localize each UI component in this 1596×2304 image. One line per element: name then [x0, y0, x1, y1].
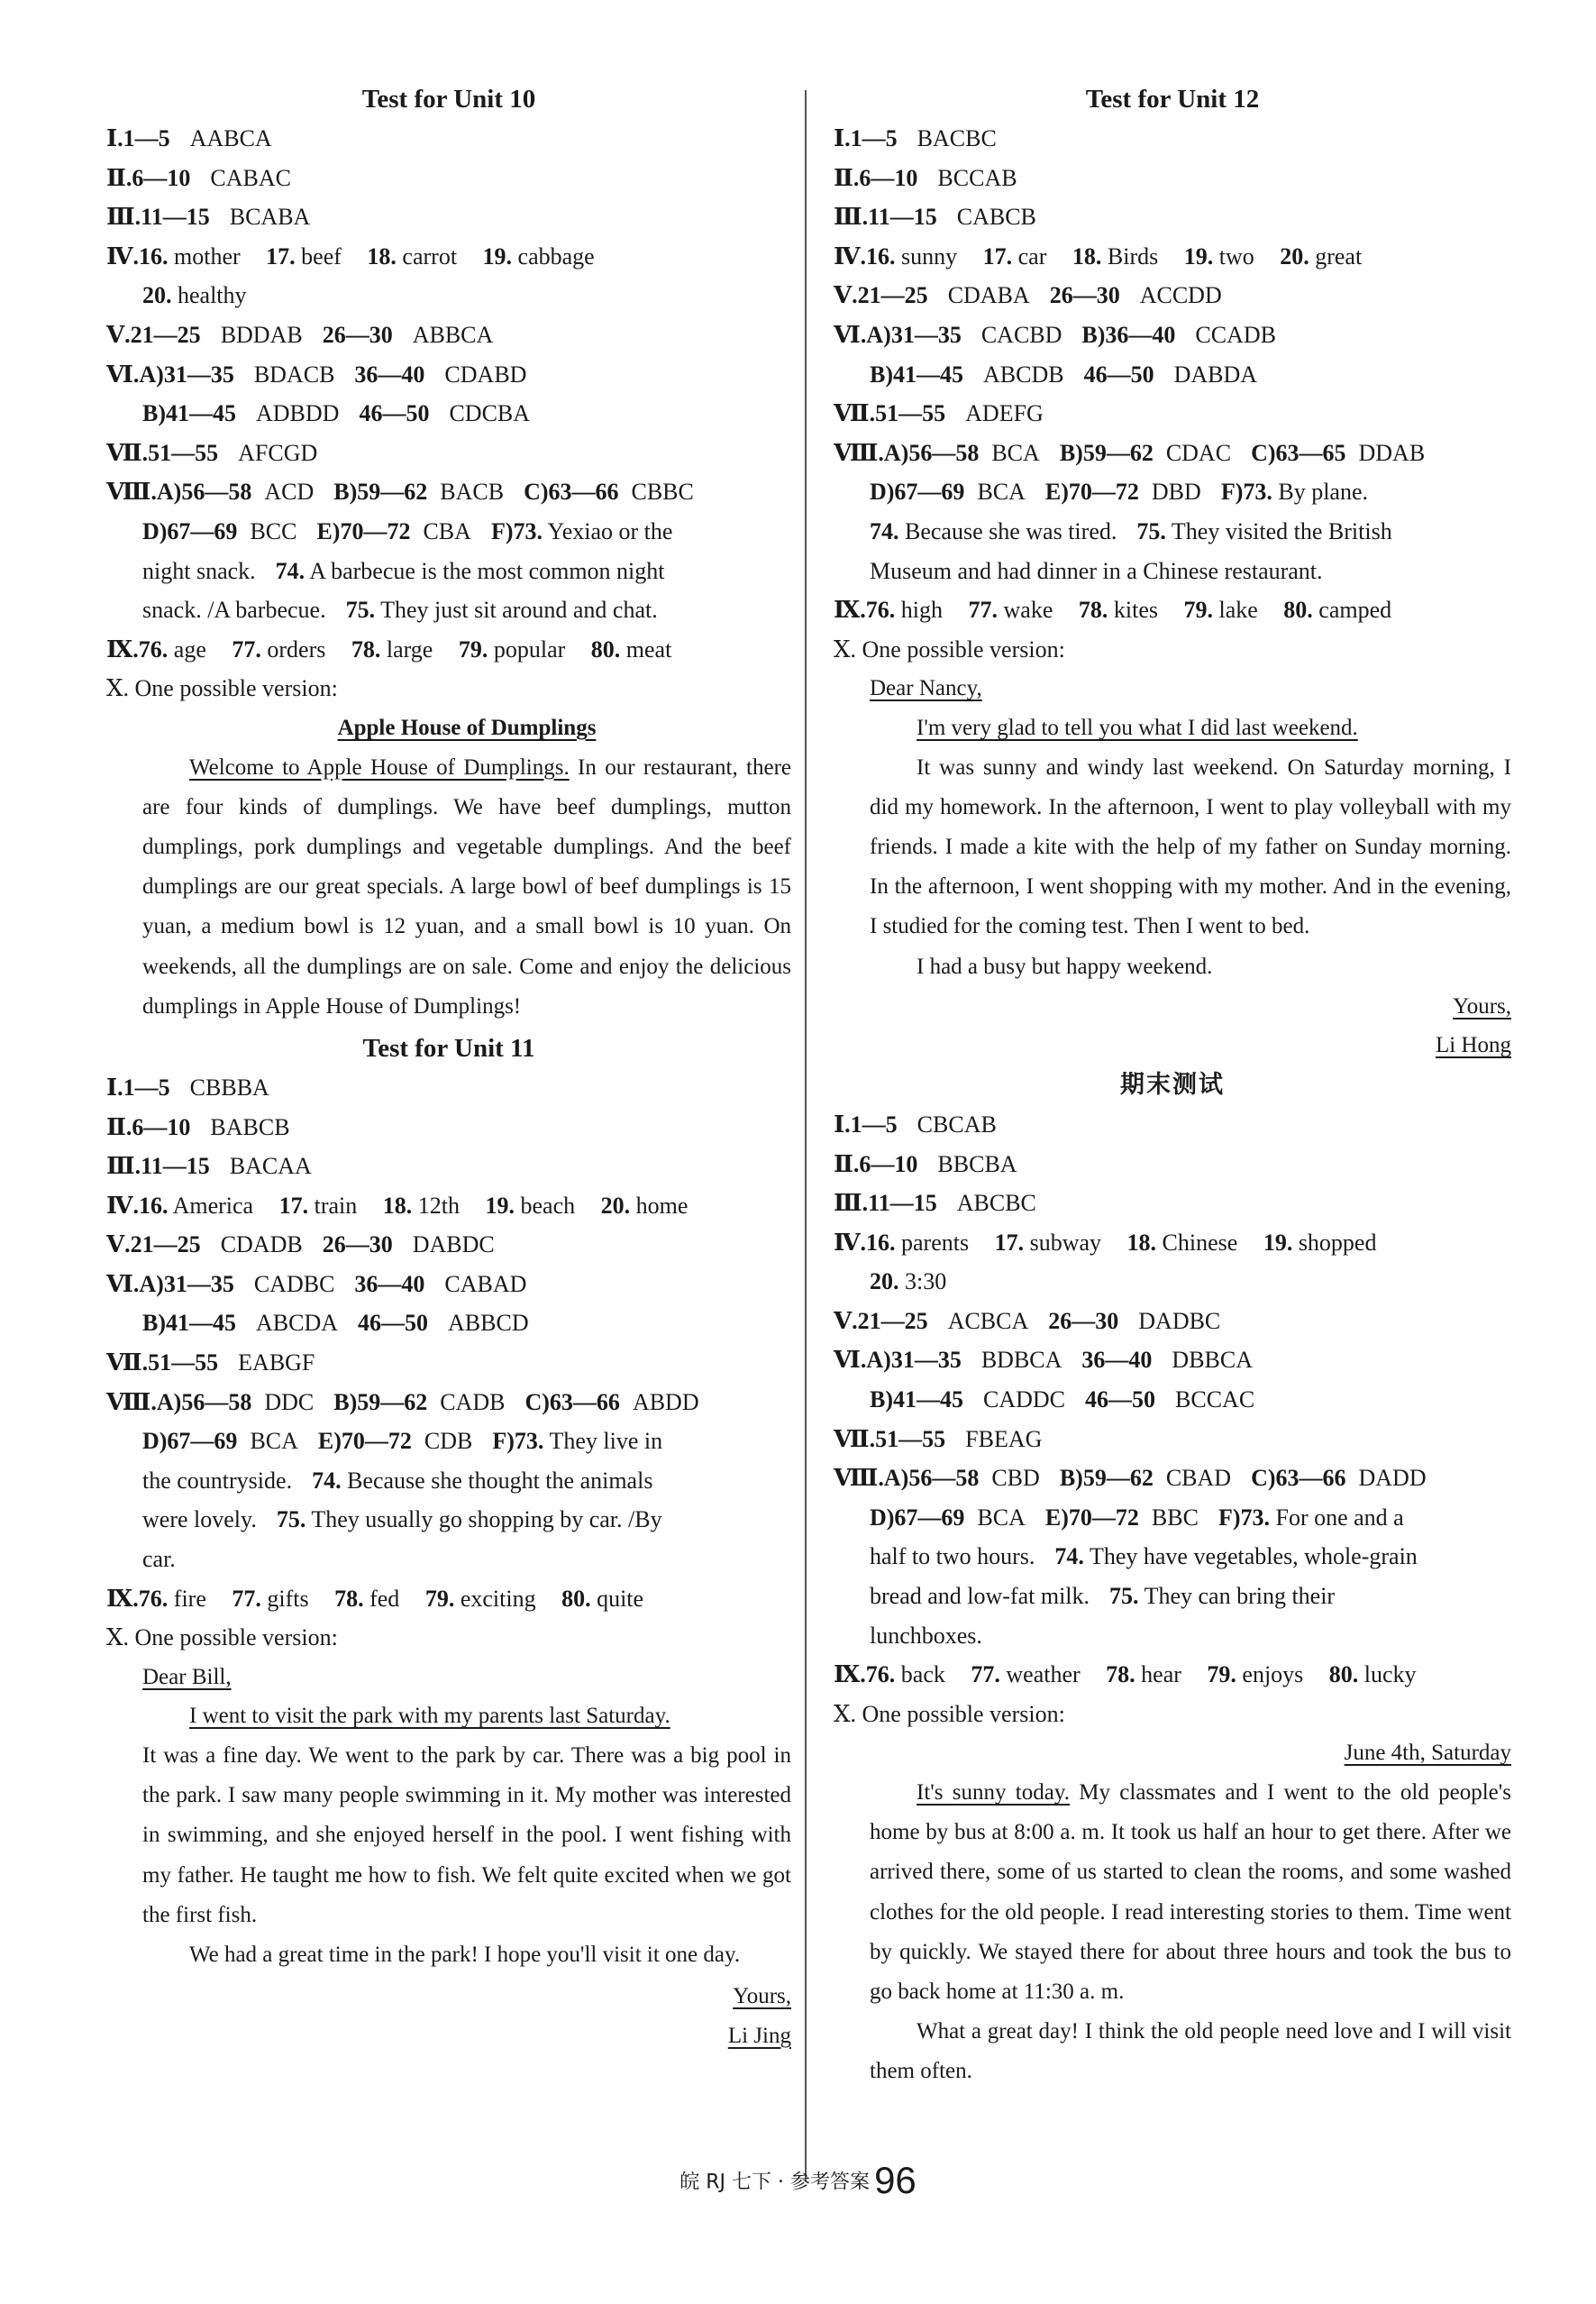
final-row-8b: D)67—69 BCA E)70—72 BBC F)73. For one and a [870, 1504, 1404, 1531]
unit12-salutation: Dear Nancy, [870, 676, 982, 701]
unit11-letter-p1: It was a fine day. We went to the park by car. There was a big pool in the park. I saw many people swimming in it. My mother was interested in swimming, and she enjoyed herself in the pool. I went fishing with my father. He taught me how to fish. We felt quite excited when we got the first fish. [142, 1743, 791, 1927]
unit10-title: Test for Unit 10 [361, 85, 536, 114]
unit12-letter-p1: It was sunny and windy last weekend. On Saturday morning, I did my homework. In the afternoon, I went to play volleyball with my friends. I made a kite with the help of my father on Sunday morning. In the afternoon, I went shopping with my mother. And in the evening, I studied for the coming test. Then I went to bed. [870, 754, 1511, 939]
unit12-row-8b: D)67—69 BCA E)70—72 DBD F)73. By plane. [870, 479, 1369, 506]
final-date: June 4th, Saturday [1344, 1741, 1511, 1766]
unit10-row-8c: night snack. 74. A barbecue is the most common night [142, 557, 665, 584]
unit12-row-4: Ⅳ.16. sunny 17. car 18. Birds 19. two 20. great [834, 242, 1363, 270]
unit11-letter-p2: We had a great time in the park! I hope you'll visit it one day. [189, 1943, 741, 1968]
final-row-6: Ⅵ.A)31—35 BDBCA 36—40 DBBCA [834, 1347, 1253, 1374]
unit11-row-4: Ⅳ.16. America 17. train 18. 12th 19. beach 20. home [106, 1192, 689, 1219]
unit11-closing: Yours, [733, 1984, 791, 2009]
unit12-row-6: Ⅵ.A)31—35 CACBD B)36—40 CCADB [834, 321, 1276, 348]
footer-label: 皖 RJ 七下 · 参考答案 [679, 2171, 870, 2194]
column-divider [805, 90, 807, 2181]
final-title: 期末测试 [1120, 1070, 1225, 1099]
unit11-row-8b: D)67—69 BCA E)70—72 CDB F)73. They live in [142, 1428, 663, 1455]
unit12-row-1: Ⅰ.1—5 BACBC [834, 125, 997, 151]
final-row-9: Ⅸ.76. back 77. weather 78. hear 79. enjoys 80. lucky [834, 1661, 1417, 1688]
unit11-row-6: Ⅵ.A)31—35 CADBC 36—40 CABAD [106, 1270, 527, 1297]
unit12-first-line: I'm very glad to tell you what I did last weekend. [917, 715, 1358, 740]
final-row-5: Ⅴ.21—25 ACBCA 26—30 DADBC [834, 1307, 1221, 1334]
unit10-row-6b: B)41—45 ADBDD 46—50 CDCBA [142, 400, 531, 427]
right-column [834, 79, 1511, 2092]
unit11-row-7: Ⅶ.51—55 EABGF [106, 1349, 315, 1376]
unit11-row-10: Ⅹ. One possible version: [106, 1624, 338, 1651]
unit12-closing: Yours, [1453, 993, 1511, 1019]
unit12-row-8: Ⅷ.A)56—58 BCA B)59—62 CDAC C)63—65 DDAB [834, 439, 1426, 466]
final-row-8d: bread and low-fat milk. 75. They can bring their [870, 1583, 1336, 1610]
unit11-first-line: I went to visit the park with my parents last Saturday. [189, 1704, 670, 1729]
unit12-letter-p2: I had a busy but happy weekend. [917, 954, 1213, 979]
unit12-row-8c: 74. Because she was tired. 75. They visited the British [870, 517, 1392, 544]
final-row-2: Ⅱ.6—10 BBCBA [834, 1150, 1017, 1177]
unit11-row-2: Ⅱ.6—10 BABCB [106, 1113, 290, 1140]
final-row-8e: lunchboxes. [870, 1622, 982, 1649]
unit12-row-7: Ⅶ.51—55 ADEFG [834, 400, 1044, 427]
final-row-1: Ⅰ.1—5 CBCAB [834, 1111, 997, 1138]
unit11-signature: Li Jing [727, 2023, 791, 2048]
unit11-row-8d: were lovely. 75. They usually go shopping by car. /By [142, 1506, 662, 1533]
unit10-essay-body: Welcome to Apple House of Dumplings. In our restaurant, there are four kinds of dumplings. We have beef dumplings, mutton dumplings, pork dumplings and vegetable dumplings. And the beef dumplings are our great specials. A large bowl of beef dumplings is 15 yuan, a medium bowl is 12 yuan, and a small bowl is 10 yuan. On weekends, all the dumplings are on sale. Come and enjoy the delicious dumplings in Apple House of Dumplings! [142, 754, 791, 1019]
unit12-row-6b: B)41—45 ABCDB 46—50 DABDA [870, 361, 1258, 388]
unit12-row-2: Ⅱ.6—10 BCCAB [834, 164, 1017, 191]
final-row-3: Ⅲ.11—15 ABCBC [834, 1190, 1036, 1217]
final-row-10: Ⅹ. One possible version: [834, 1700, 1065, 1727]
final-row-8: Ⅷ.A)56—58 CBD B)59—62 CBAD C)63—66 DADD [834, 1465, 1427, 1492]
unit12-row-10: Ⅹ. One possible version: [834, 635, 1065, 663]
unit11-row-3: Ⅲ.11—15 BACAA [106, 1153, 312, 1180]
unit12-row-8d: Museum and had dinner in a Chinese restaurant. [870, 557, 1323, 584]
unit10-row-3: Ⅲ.11—15 BCABA [106, 204, 311, 231]
unit12-row-9: Ⅸ.76. high 77. wake 78. kites 79. lake 80. camped [834, 597, 1392, 624]
unit10-row-4b: 20. healthy [142, 282, 247, 309]
final-diary-p2: What a great day! I think the old people need love and I will visit them often. [870, 2019, 1511, 2084]
final-row-8c: half to two hours. 74. They have vegetables, whole-grain [870, 1543, 1418, 1570]
unit10-row-10: Ⅹ. One possible version: [106, 675, 338, 702]
unit11-row-9: Ⅸ.76. fire 77. gifts 78. fed 79. exciting 80. quite [106, 1585, 644, 1612]
unit10-row-2: Ⅱ.6—10 CABAC [106, 164, 291, 191]
page-footer [0, 2159, 1596, 2202]
unit10-row-9: Ⅸ.76. age 77. orders 78. large 79. popular 80. meat [106, 635, 672, 663]
page-number: 96 [874, 2159, 917, 2201]
unit10-row-8: Ⅷ.A)56—58 ACD B)59—62 BACB C)63—66 CBBC [106, 479, 694, 506]
unit12-signature: Li Hong [1435, 1033, 1511, 1058]
unit10-row-7: Ⅶ.51—55 AFCGD [106, 439, 318, 466]
unit10-row-5: Ⅴ.21—25 BDDAB 26—30 ABBCA [106, 321, 494, 348]
unit10-row-4: Ⅳ.16. mother 17. beef 18. carrot 19. cabbage [106, 242, 595, 270]
final-diary-p1: It's sunny today. My classmates and I went to the old people's home by bus at 8:00 a. m. It took us half an hour to get there. After we arrived there, some of us started to clean the rooms, and some washed clothes for the old people. I read interesting stories to them. Time went by quickly. We stayed there for about three hours and took the bus to go back home at 11:30 a. m. [870, 1780, 1512, 2005]
final-row-4b: 20. 3:30 [870, 1268, 947, 1295]
unit12-title: Test for Unit 12 [1085, 85, 1260, 114]
unit11-row-8c: the countryside. 74. Because she thought the animals [142, 1467, 653, 1494]
unit10-row-8d: snack. /A barbecue. 75. They just sit around and chat. [142, 597, 658, 624]
unit11-row-6b: B)41—45 ABCDA 46—50 ABBCD [142, 1310, 529, 1337]
unit10-row-1: Ⅰ.1—5 AABCA [106, 125, 272, 151]
unit10-row-8b: D)67—69 BCC E)70—72 CBA F)73. Yexiao or the [142, 517, 673, 544]
unit11-row-5: Ⅴ.21—25 CDADB 26—30 DABDC [106, 1231, 495, 1258]
unit12-row-5: Ⅴ.21—25 CDABA 26—30 ACCDD [834, 282, 1222, 309]
unit11-row-8: Ⅷ.A)56—58 DDC B)59—62 CADB C)63—66 ABDD [106, 1388, 699, 1415]
left-column [106, 79, 791, 2055]
unit10-essay-title: Apple House of Dumplings [337, 715, 597, 740]
final-row-4: Ⅳ.16. parents 17. subway 18. Chinese 19. shopped [834, 1229, 1377, 1256]
unit11-salutation: Dear Bill, [142, 1664, 232, 1689]
final-row-6b: B)41—45 CADDC 46—50 BCCAC [870, 1386, 1255, 1413]
unit11-title: Test for Unit 11 [362, 1033, 535, 1063]
unit10-row-6: Ⅵ.A)31—35 BDACB 36—40 CDABD [106, 361, 527, 388]
final-row-7: Ⅶ.51—55 FBEAG [834, 1425, 1043, 1452]
unit12-row-3: Ⅲ.11—15 CABCB [834, 204, 1036, 231]
unit11-row-8e: car. [142, 1546, 176, 1573]
unit11-row-1: Ⅰ.1—5 CBBBA [106, 1074, 269, 1101]
